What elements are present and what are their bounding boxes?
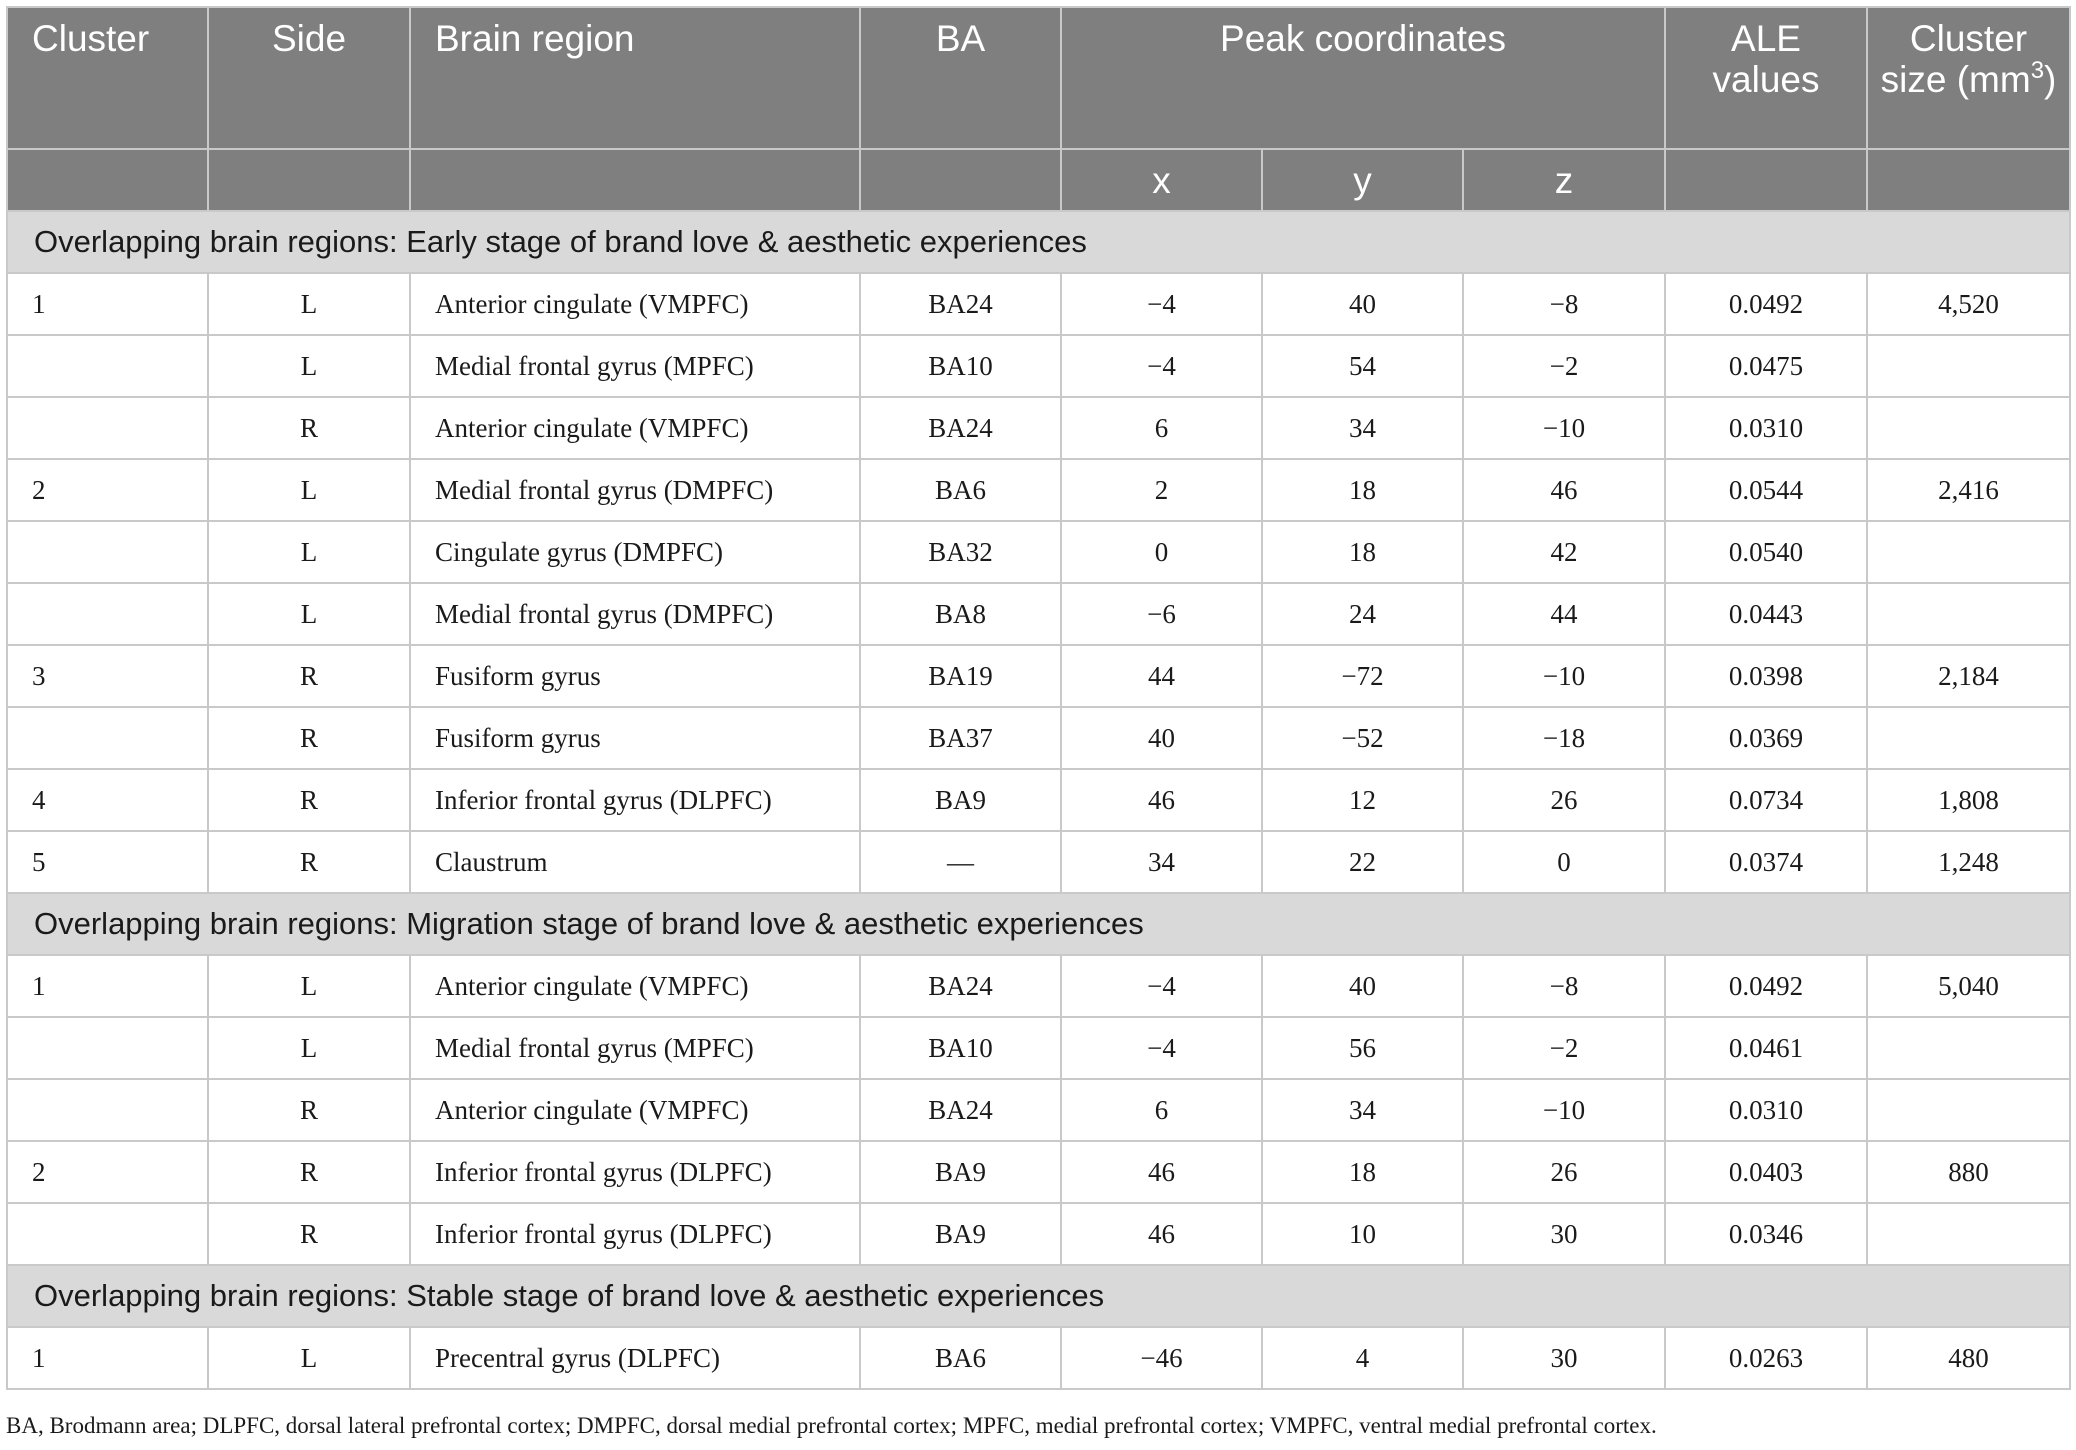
ba-cell: BA6 <box>860 459 1061 521</box>
ale-value-cell: 0.0398 <box>1665 645 1867 707</box>
ale-value-cell: 0.0475 <box>1665 335 1867 397</box>
side-cell: L <box>208 273 410 335</box>
section-header-row <box>7 211 2070 273</box>
x-cell: −4 <box>1061 1017 1262 1079</box>
brain-region-cell: Medial frontal gyrus (DMPFC) <box>410 583 860 645</box>
side-cell: R <box>208 645 410 707</box>
header-sub-empty-ba <box>860 149 1061 211</box>
table-row <box>7 397 2070 459</box>
brain-region-cell: Cingulate gyrus (DMPFC) <box>410 521 860 583</box>
header-sub-empty-size <box>1867 149 2070 211</box>
table-row <box>7 459 2070 521</box>
table-row <box>7 831 2070 893</box>
brain-region-cell: Inferior frontal gyrus (DLPFC) <box>410 1203 860 1265</box>
ba-cell: BA19 <box>860 645 1061 707</box>
cluster-cell <box>7 397 208 459</box>
table-row <box>7 1327 2070 1389</box>
y-cell: 18 <box>1262 521 1463 583</box>
cluster-cell: 1 <box>7 1327 208 1389</box>
ba-cell: BA24 <box>860 955 1061 1017</box>
y-cell: 34 <box>1262 1079 1463 1141</box>
x-cell: 2 <box>1061 459 1262 521</box>
side-cell: R <box>208 707 410 769</box>
y-cell: 34 <box>1262 397 1463 459</box>
header-cluster-size-close: ) <box>2044 59 2057 100</box>
cluster-size-cell: 1,248 <box>1867 831 2070 893</box>
section-header-row <box>7 1265 2070 1327</box>
ale-value-cell: 0.0734 <box>1665 769 1867 831</box>
brain-region-cell: Anterior cingulate (VMPFC) <box>410 955 860 1017</box>
table-row <box>7 335 2070 397</box>
z-cell: 44 <box>1463 583 1665 645</box>
cluster-cell <box>7 1079 208 1141</box>
cluster-size-cell <box>1867 521 2070 583</box>
cluster-size-cell <box>1867 335 2070 397</box>
table-row <box>7 583 2070 645</box>
x-cell: −4 <box>1061 273 1262 335</box>
brain-region-cell: Fusiform gyrus <box>410 645 860 707</box>
side-cell: L <box>208 335 410 397</box>
ba-cell: BA10 <box>860 335 1061 397</box>
header-z: z <box>1463 149 1665 211</box>
ba-cell: — <box>860 831 1061 893</box>
brain-region-cell: Anterior cingulate (VMPFC) <box>410 273 860 335</box>
ba-cell: BA10 <box>860 1017 1061 1079</box>
ale-value-cell: 0.0369 <box>1665 707 1867 769</box>
ale-value-cell: 0.0374 <box>1665 831 1867 893</box>
results-table <box>6 6 2071 1390</box>
brain-region-cell: Medial frontal gyrus (MPFC) <box>410 335 860 397</box>
results-table-container <box>6 6 2069 1390</box>
brain-region-cell: Medial frontal gyrus (MPFC) <box>410 1017 860 1079</box>
cluster-cell: 1 <box>7 955 208 1017</box>
z-cell: 30 <box>1463 1203 1665 1265</box>
x-cell: −4 <box>1061 335 1262 397</box>
table-row <box>7 707 2070 769</box>
z-cell: −8 <box>1463 955 1665 1017</box>
brain-region-cell: Anterior cingulate (VMPFC) <box>410 1079 860 1141</box>
ale-value-cell: 0.0492 <box>1665 955 1867 1017</box>
y-cell: 4 <box>1262 1327 1463 1389</box>
side-cell: L <box>208 955 410 1017</box>
z-cell: −2 <box>1463 1017 1665 1079</box>
ale-value-cell: 0.0310 <box>1665 397 1867 459</box>
y-cell: 18 <box>1262 459 1463 521</box>
brain-region-cell: Claustrum <box>410 831 860 893</box>
cluster-size-cell <box>1867 1017 2070 1079</box>
z-cell: −10 <box>1463 1079 1665 1141</box>
cluster-size-cell <box>1867 1203 2070 1265</box>
header-ale-values: ALE values <box>1665 7 1867 149</box>
ale-value-cell: 0.0492 <box>1665 273 1867 335</box>
table-footnote: BA, Brodmann area; DLPFC, dorsal lateral prefrontal cortex; DMPFC, dorsal medial prefrontal cortex; MPFC, medial prefrontal cortex; VMPFC, ventral medial prefrontal cortex. <box>6 1413 1657 1438</box>
cluster-cell <box>7 335 208 397</box>
ba-cell: BA8 <box>860 583 1061 645</box>
ale-value-cell: 0.0461 <box>1665 1017 1867 1079</box>
table-row <box>7 1141 2070 1203</box>
x-cell: 44 <box>1061 645 1262 707</box>
z-cell: −18 <box>1463 707 1665 769</box>
cluster-cell: 2 <box>7 459 208 521</box>
header-brain-region: Brain region <box>410 7 860 149</box>
side-cell: R <box>208 1203 410 1265</box>
cluster-size-cell: 5,040 <box>1867 955 2070 1017</box>
ale-value-cell: 0.0310 <box>1665 1079 1867 1141</box>
header-sub-empty-ale <box>1665 149 1867 211</box>
side-cell: L <box>208 1327 410 1389</box>
side-cell: R <box>208 769 410 831</box>
side-cell: R <box>208 1141 410 1203</box>
x-cell: 46 <box>1061 1141 1262 1203</box>
cluster-size-cell <box>1867 397 2070 459</box>
section-header-row <box>7 893 2070 955</box>
side-cell: R <box>208 831 410 893</box>
header-x: x <box>1061 149 1262 211</box>
section-title: Overlapping brain regions: Stable stage of brand love & aesthetic experiences <box>7 1265 2070 1327</box>
x-cell: 46 <box>1061 1203 1262 1265</box>
ale-value-cell: 0.0544 <box>1665 459 1867 521</box>
ale-value-cell: 0.0346 <box>1665 1203 1867 1265</box>
cluster-size-cell <box>1867 1079 2070 1141</box>
ale-value-cell: 0.0443 <box>1665 583 1867 645</box>
table-row <box>7 955 2070 1017</box>
header-ba: BA <box>860 7 1061 149</box>
cluster-cell: 2 <box>7 1141 208 1203</box>
cluster-cell <box>7 1203 208 1265</box>
brain-region-cell: Medial frontal gyrus (DMPFC) <box>410 459 860 521</box>
cluster-cell: 4 <box>7 769 208 831</box>
ale-value-cell: 0.0263 <box>1665 1327 1867 1389</box>
brain-region-cell: Inferior frontal gyrus (DLPFC) <box>410 1141 860 1203</box>
x-cell: 0 <box>1061 521 1262 583</box>
cluster-cell: 5 <box>7 831 208 893</box>
ba-cell: BA24 <box>860 273 1061 335</box>
x-cell: −4 <box>1061 955 1262 1017</box>
ale-value-cell: 0.0403 <box>1665 1141 1867 1203</box>
ba-cell: BA6 <box>860 1327 1061 1389</box>
y-cell: 24 <box>1262 583 1463 645</box>
header-sub-empty-side <box>208 149 410 211</box>
x-cell: −46 <box>1061 1327 1262 1389</box>
ba-cell: BA32 <box>860 521 1061 583</box>
x-cell: 40 <box>1061 707 1262 769</box>
ba-cell: BA37 <box>860 707 1061 769</box>
header-cluster: Cluster <box>7 7 208 149</box>
header-cluster-size-superscript: 3 <box>2030 57 2045 84</box>
y-cell: 54 <box>1262 335 1463 397</box>
ba-cell: BA9 <box>860 1141 1061 1203</box>
y-cell: −72 <box>1262 645 1463 707</box>
z-cell: 42 <box>1463 521 1665 583</box>
y-cell: 40 <box>1262 273 1463 335</box>
z-cell: 26 <box>1463 1141 1665 1203</box>
section-title: Overlapping brain regions: Early stage of brand love & aesthetic experiences <box>7 211 2070 273</box>
brain-region-cell: Inferior frontal gyrus (DLPFC) <box>410 769 860 831</box>
header-cluster-size-text: Cluster size (mm <box>1880 18 2031 100</box>
cluster-cell <box>7 707 208 769</box>
table-body <box>7 211 2070 1389</box>
section-title: Overlapping brain regions: Migration stage of brand love & aesthetic experiences <box>7 893 2070 955</box>
side-cell: L <box>208 521 410 583</box>
side-cell: L <box>208 1017 410 1079</box>
side-cell: R <box>208 1079 410 1141</box>
cluster-cell: 3 <box>7 645 208 707</box>
z-cell: −10 <box>1463 397 1665 459</box>
z-cell: 46 <box>1463 459 1665 521</box>
ale-value-cell: 0.0540 <box>1665 521 1867 583</box>
brain-region-cell: Anterior cingulate (VMPFC) <box>410 397 860 459</box>
y-cell: 18 <box>1262 1141 1463 1203</box>
table-row <box>7 521 2070 583</box>
z-cell: 26 <box>1463 769 1665 831</box>
header-sub-empty-cluster <box>7 149 208 211</box>
side-cell: L <box>208 583 410 645</box>
brain-region-cell: Fusiform gyrus <box>410 707 860 769</box>
table-row <box>7 1017 2070 1079</box>
cluster-cell <box>7 1017 208 1079</box>
header-peak-coordinates: Peak coordinates <box>1061 7 1665 149</box>
table-header <box>7 7 2070 211</box>
table-row <box>7 769 2070 831</box>
y-cell: 56 <box>1262 1017 1463 1079</box>
ba-cell: BA9 <box>860 769 1061 831</box>
y-cell: 22 <box>1262 831 1463 893</box>
table-row <box>7 1079 2070 1141</box>
side-cell: L <box>208 459 410 521</box>
cluster-cell <box>7 583 208 645</box>
header-side: Side <box>208 7 410 149</box>
header-y: y <box>1262 149 1463 211</box>
brain-region-cell: Precentral gyrus (DLPFC) <box>410 1327 860 1389</box>
table-row <box>7 1203 2070 1265</box>
cluster-size-cell: 2,184 <box>1867 645 2070 707</box>
cluster-size-cell <box>1867 583 2070 645</box>
side-cell: R <box>208 397 410 459</box>
cluster-size-cell: 1,808 <box>1867 769 2070 831</box>
x-cell: 46 <box>1061 769 1262 831</box>
cluster-size-cell: 4,520 <box>1867 273 2070 335</box>
y-cell: 12 <box>1262 769 1463 831</box>
ba-cell: BA24 <box>860 397 1061 459</box>
z-cell: 0 <box>1463 831 1665 893</box>
cluster-size-cell: 480 <box>1867 1327 2070 1389</box>
header-cluster-size <box>1867 7 2070 149</box>
x-cell: 6 <box>1061 1079 1262 1141</box>
header-sub-empty-region <box>410 149 860 211</box>
x-cell: −6 <box>1061 583 1262 645</box>
y-cell: 40 <box>1262 955 1463 1017</box>
cluster-cell: 1 <box>7 273 208 335</box>
z-cell: −10 <box>1463 645 1665 707</box>
z-cell: 30 <box>1463 1327 1665 1389</box>
cluster-cell <box>7 521 208 583</box>
table-row <box>7 273 2070 335</box>
y-cell: −52 <box>1262 707 1463 769</box>
table-row <box>7 645 2070 707</box>
cluster-size-cell <box>1867 707 2070 769</box>
cluster-size-cell: 2,416 <box>1867 459 2070 521</box>
x-cell: 6 <box>1061 397 1262 459</box>
z-cell: −8 <box>1463 273 1665 335</box>
cluster-size-cell: 880 <box>1867 1141 2070 1203</box>
ba-cell: BA9 <box>860 1203 1061 1265</box>
y-cell: 10 <box>1262 1203 1463 1265</box>
z-cell: −2 <box>1463 335 1665 397</box>
x-cell: 34 <box>1061 831 1262 893</box>
ba-cell: BA24 <box>860 1079 1061 1141</box>
